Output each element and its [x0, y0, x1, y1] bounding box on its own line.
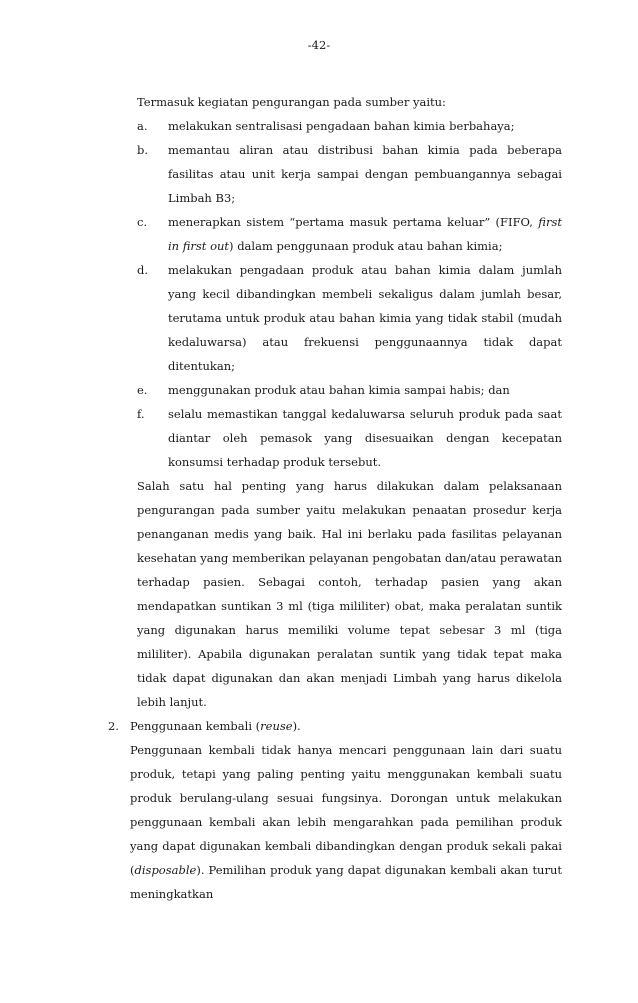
list-item — [137, 402, 562, 474]
section-body-text: ). Pemilihan produk yang dapat digunakan kembali akan turut meningkatkan — [130, 863, 562, 901]
list-item-text: selalu memastikan tanggal kedaluwarsa seluruh produk pada saat diantar oleh pemasok yang disesuaikan dengan kecepatan konsumsi terhadap produk tersebut. — [168, 407, 562, 469]
section-number: 2. — [108, 719, 119, 733]
list-marker: a. — [137, 119, 148, 133]
list-marker: f. — [137, 407, 145, 421]
list-item — [137, 378, 562, 402]
list-item-text: menggunakan produk atau bahan kimia sampai habis; dan — [168, 383, 510, 397]
list-item — [137, 210, 562, 258]
list-marker: e. — [137, 383, 148, 397]
section-heading — [108, 714, 562, 738]
section-body-italic: disposable — [134, 863, 197, 877]
section-reuse — [108, 714, 562, 906]
list-item-text-part: menerapkan sistem “pertama masuk pertama keluar” (FIFO, — [168, 215, 539, 229]
list-item — [137, 114, 562, 138]
section-body-text: Penggunaan kembali tidak hanya mencari penggunaan lain dari suatu produk, tetapi yang paling penting yaitu menggunakan kembali suatu produk berulang-ulang sesuai fungsinya. Dorongan untuk melakukan penggunaan kembali akan lebih mengarahkan pada pemilihan produk yang dapat digunakan kembali dibandingkan dengan produk sekali pakai ( — [130, 743, 562, 877]
body-paragraph: Salah satu hal penting yang harus dilakukan dalam pelaksanaan pengurangan pada sumber yaitu melakukan penaatan prosedur kerja penanganan medis yang baik. Hal ini berlaku pada fasilitas pelayanan kesehatan yang memberikan pelayanan pengobatan dan/atau perawatan terhadap pasien. Sebagai contoh, terhadap pasien yang akan mendapatkan suntikan 3 ml (tiga mililiter) obat, maka peralatan suntik yang digunakan harus memiliki volume tepat sebesar 3 ml (tiga mililiter). Apabila digunakan peralatan suntik yang tidak tepat maka tidak dapat digunakan dan akan menjadi Limbah yang harus dikelola lebih lanjut. — [137, 479, 562, 709]
intro-text: Termasuk kegiatan pengurangan pada sumber yaitu: — [137, 95, 446, 109]
list-item-text — [168, 210, 562, 258]
reduction-list — [137, 114, 562, 474]
section-heading-text: ). — [292, 719, 301, 733]
section-body — [108, 738, 562, 906]
list-marker: c. — [137, 215, 148, 229]
list-item-text-part: ) dalam penggunaan produk atau bahan kimia; — [229, 239, 503, 253]
list-item-italic-term: first in first out — [168, 215, 562, 253]
list-item — [137, 138, 562, 210]
page-number: -42- — [307, 38, 331, 52]
section-heading-italic: reuse — [260, 719, 293, 733]
list-marker: d. — [137, 263, 149, 277]
section-heading-text: Penggunaan kembali ( — [130, 719, 261, 733]
list-item-text: memantau aliran atau distribusi bahan kimia pada beberapa fasilitas atau unit kerja sampai dengan pembuangannya sebagai Limbah B3; — [168, 143, 562, 205]
list-item — [137, 258, 562, 378]
list-item-text: melakukan pengadaan produk atau bahan kimia dalam jumlah yang kecil dibandingkan membeli sekaligus dalam jumlah besar, terutama untuk produk atau bahan kimia yang tidak stabil (mudah kedaluwarsa) atau frekuensi penggunaannya tidak dapat ditentukan; — [168, 263, 562, 373]
list-marker: b. — [137, 143, 149, 157]
list-item-text: melakukan sentralisasi pengadaan bahan kimia berbahaya; — [168, 119, 515, 133]
